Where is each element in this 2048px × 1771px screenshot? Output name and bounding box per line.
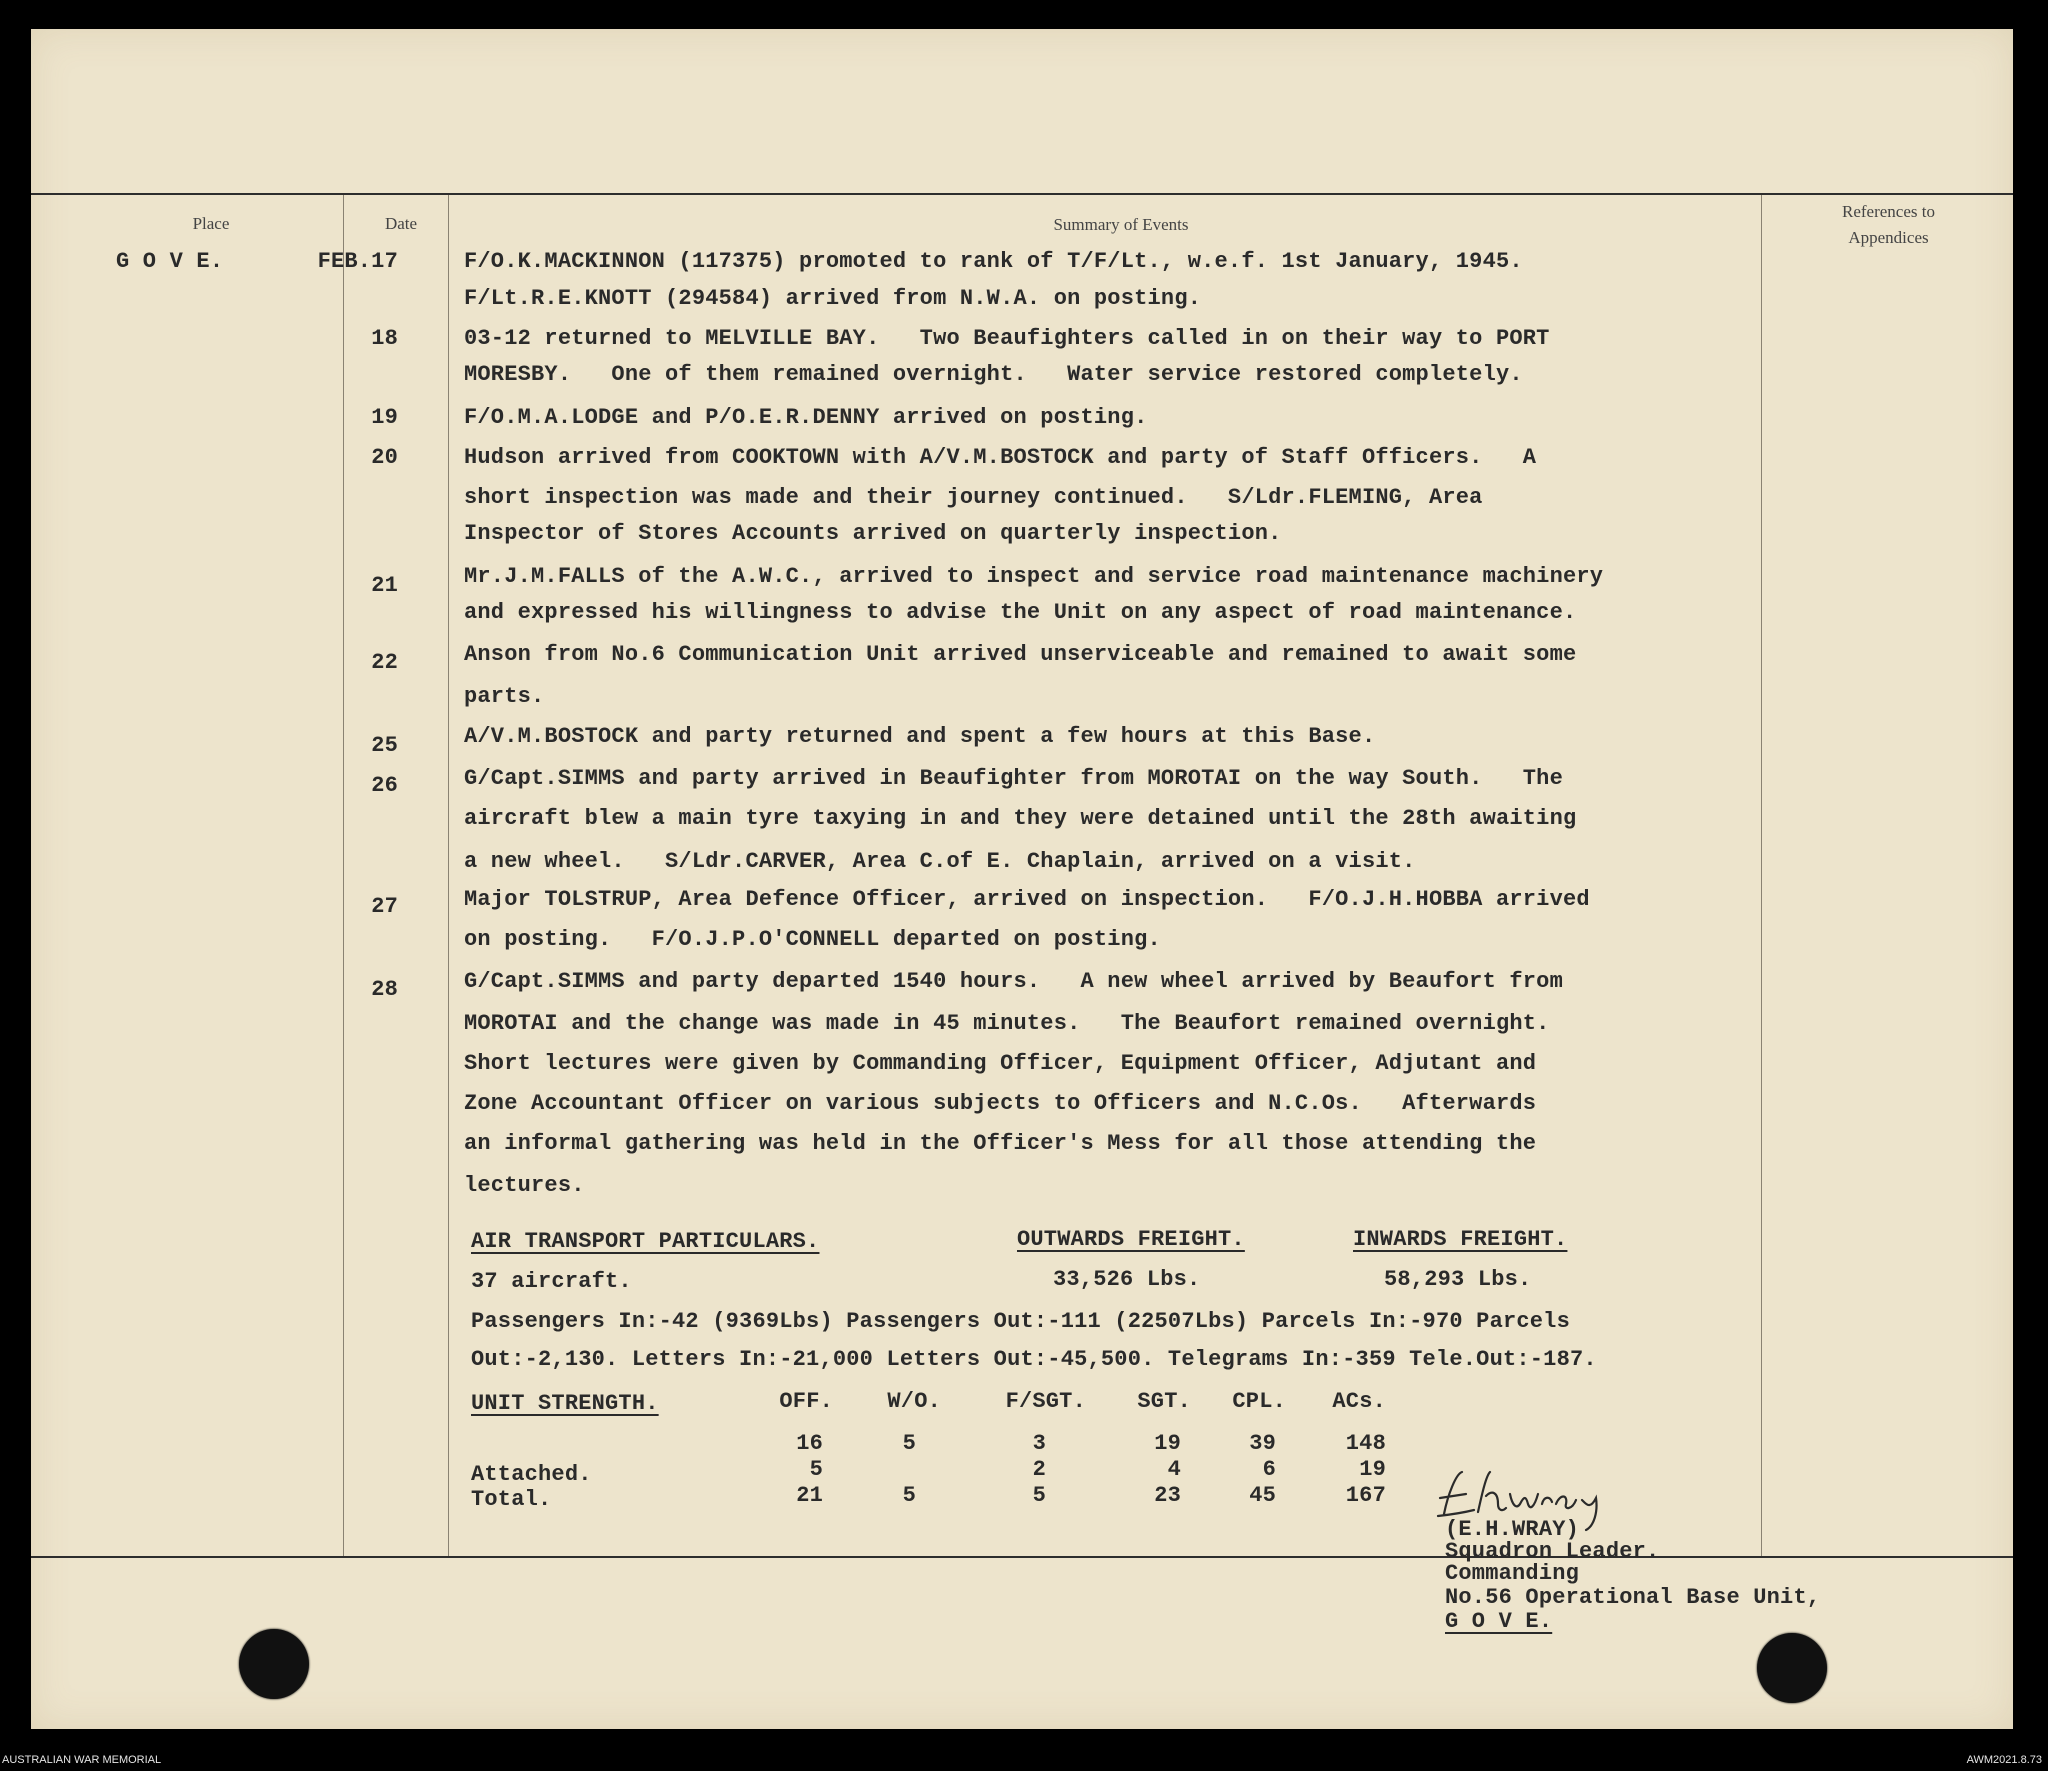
signatory-rank: Squadron Leader.: [1445, 1539, 1660, 1564]
event-line: Major TOLSTRUP, Area Defence Officer, arrived on inspection. F/O.J.H.HOBBA arrived: [464, 887, 1590, 912]
strength-cell: 2: [1032, 1457, 1046, 1482]
inwards-freight-value: 58,293 Lbs.: [1384, 1267, 1532, 1292]
event-line: G/Capt.SIMMS and party departed 1540 hours. A new wheel arrived by Beaufort from: [464, 969, 1563, 994]
event-line: and expressed his willingness to advise the Unit on any aspect of road maintenance.: [464, 600, 1577, 625]
strength-cell: 5: [902, 1483, 916, 1508]
entry-date: 19: [371, 405, 398, 430]
strength-cell: 45: [1249, 1483, 1276, 1508]
entry-date: 22: [371, 650, 398, 675]
strength-cell: 5: [902, 1431, 916, 1456]
event-line: MOROTAI and the change was made in 45 minutes. The Beaufort remained overnight.: [464, 1011, 1550, 1036]
strength-col-header: CPL.: [1232, 1389, 1286, 1414]
entry-date: 25: [371, 733, 398, 758]
punch-hole-left: [239, 1629, 309, 1699]
entry-date: FEB.17: [317, 249, 398, 274]
document-page: [31, 29, 2013, 1729]
strength-row-label: Total.: [471, 1487, 552, 1512]
strength-cell: 5: [1032, 1483, 1046, 1508]
event-line: Short lectures were given by Commanding Officer, Equipment Officer, Adjutant and: [464, 1051, 1537, 1076]
signatory-unit: No.56 Operational Base Unit,: [1445, 1585, 1821, 1610]
date-summary-divider: [448, 195, 449, 1556]
event-line: Zone Accountant Officer on various subjects to Officers and N.C.Os. Afterwards: [464, 1091, 1537, 1116]
entry-date: 28: [371, 977, 398, 1002]
event-line: lectures.: [464, 1173, 585, 1198]
signatory-place: G O V E.: [1445, 1609, 1553, 1634]
transport-detail-line: Passengers In:-42 (9369Lbs) Passengers Out:-111 (22507Lbs) Parcels In:-970 Parcels: [471, 1309, 1570, 1334]
event-line: aircraft blew a main tyre taxying in and they were detained until the 28th awaiting: [464, 806, 1577, 831]
event-line: an informal gathering was held in the Officer's Mess for all those attending the: [464, 1131, 1537, 1156]
event-line: F/O.K.MACKINNON (117375) promoted to rank of T/F/Lt., w.e.f. 1st January, 1945.: [464, 249, 1523, 274]
strength-cell: 39: [1249, 1431, 1276, 1456]
event-line: parts.: [464, 684, 545, 709]
event-line: F/O.M.A.LODGE and P/O.E.R.DENNY arrived on posting.: [464, 405, 1148, 430]
bottom-rule: [31, 1556, 2013, 1558]
inwards-freight-heading: INWARDS FREIGHT.: [1353, 1227, 1568, 1252]
footer-source: AUSTRALIAN WAR MEMORIAL: [2, 1754, 162, 1766]
punch-hole-right: [1757, 1633, 1827, 1703]
entry-date: 18: [371, 326, 398, 351]
event-line: G/Capt.SIMMS and party arrived in Beaufighter from MOROTAI on the way South. The: [464, 766, 1563, 791]
event-line: F/Lt.R.E.KNOTT (294584) arrived from N.W.A. on posting.: [464, 286, 1202, 311]
unit-strength-heading: UNIT STRENGTH.: [471, 1391, 659, 1416]
strength-col-header: W/O.: [887, 1389, 941, 1414]
event-line: MORESBY. One of them remained overnight. Water service restored completely.: [464, 362, 1523, 387]
strength-cell: 6: [1262, 1457, 1276, 1482]
event-line: Hudson arrived from COOKTOWN with A/V.M.BOSTOCK and party of Staff Officers. A: [464, 445, 1537, 470]
event-line: Inspector of Stores Accounts arrived on quarterly inspection.: [464, 521, 1282, 546]
signatory-role: Commanding: [1445, 1561, 1580, 1586]
signatory-name: (E.H.WRAY): [1445, 1517, 1580, 1542]
header-summary: Summary of Events: [1053, 215, 1189, 234]
entry-date: 26: [371, 773, 398, 798]
strength-row-label: Attached.: [471, 1462, 592, 1487]
event-line: A/V.M.BOSTOCK and party returned and spent a few hours at this Base.: [464, 724, 1376, 749]
event-line: short inspection was made and their journey continued. S/Ldr.FLEMING, Area: [464, 485, 1483, 510]
place-date-divider: [343, 195, 344, 1556]
event-line: Mr.J.M.FALLS of the A.W.C., arrived to inspect and service road maintenance machinery: [464, 564, 1604, 589]
strength-cell: 19: [1154, 1431, 1181, 1456]
strength-cell: 4: [1167, 1457, 1181, 1482]
strength-cell: 148: [1345, 1431, 1386, 1456]
aircraft-count: 37 aircraft.: [471, 1269, 632, 1294]
event-line: Anson from No.6 Communication Unit arrived unserviceable and remained to await some: [464, 642, 1577, 667]
strength-cell: 19: [1359, 1457, 1386, 1482]
header-place: Place: [192, 214, 230, 233]
event-line: a new wheel. S/Ldr.CARVER, Area C.of E. Chaplain, arrived on a visit.: [464, 849, 1416, 874]
strength-col-header: ACs.: [1332, 1389, 1386, 1414]
strength-cell: 23: [1154, 1483, 1181, 1508]
entry-date: 20: [371, 445, 398, 470]
outwards-freight-value: 33,526 Lbs.: [1053, 1267, 1201, 1292]
strength-cell: 5: [809, 1457, 823, 1482]
event-line: on posting. F/O.J.P.O'CONNELL departed on posting.: [464, 927, 1161, 952]
entry-date: 27: [371, 894, 398, 919]
strength-cell: 16: [796, 1431, 823, 1456]
place-value: G O V E.: [116, 249, 224, 274]
strength-col-header: SGT.: [1137, 1389, 1191, 1414]
strength-cell: 167: [1345, 1483, 1386, 1508]
top-rule: [31, 193, 2013, 195]
strength-cell: 3: [1032, 1431, 1046, 1456]
summary-references-divider: [1761, 195, 1762, 1556]
header-references: References to Appendices: [1842, 202, 1935, 247]
strength-col-header: OFF.: [779, 1389, 833, 1414]
entry-date: 21: [371, 573, 398, 598]
event-line: 03-12 returned to MELVILLE BAY. Two Beaufighters called in on their way to PORT: [464, 326, 1550, 351]
transport-detail-line: Out:-2,130. Letters In:-21,000 Letters Out:-45,500. Telegrams In:-359 Tele.Out:-187.: [471, 1347, 1597, 1372]
footer-reference: AWM2021.8.73: [1966, 1754, 2042, 1766]
strength-col-header: F/SGT.: [1005, 1389, 1086, 1414]
strength-cell: 21: [796, 1483, 823, 1508]
air-transport-heading: AIR TRANSPORT PARTICULARS.: [471, 1229, 820, 1254]
outwards-freight-heading: OUTWARDS FREIGHT.: [1017, 1227, 1245, 1252]
header-date: Date: [384, 214, 418, 233]
